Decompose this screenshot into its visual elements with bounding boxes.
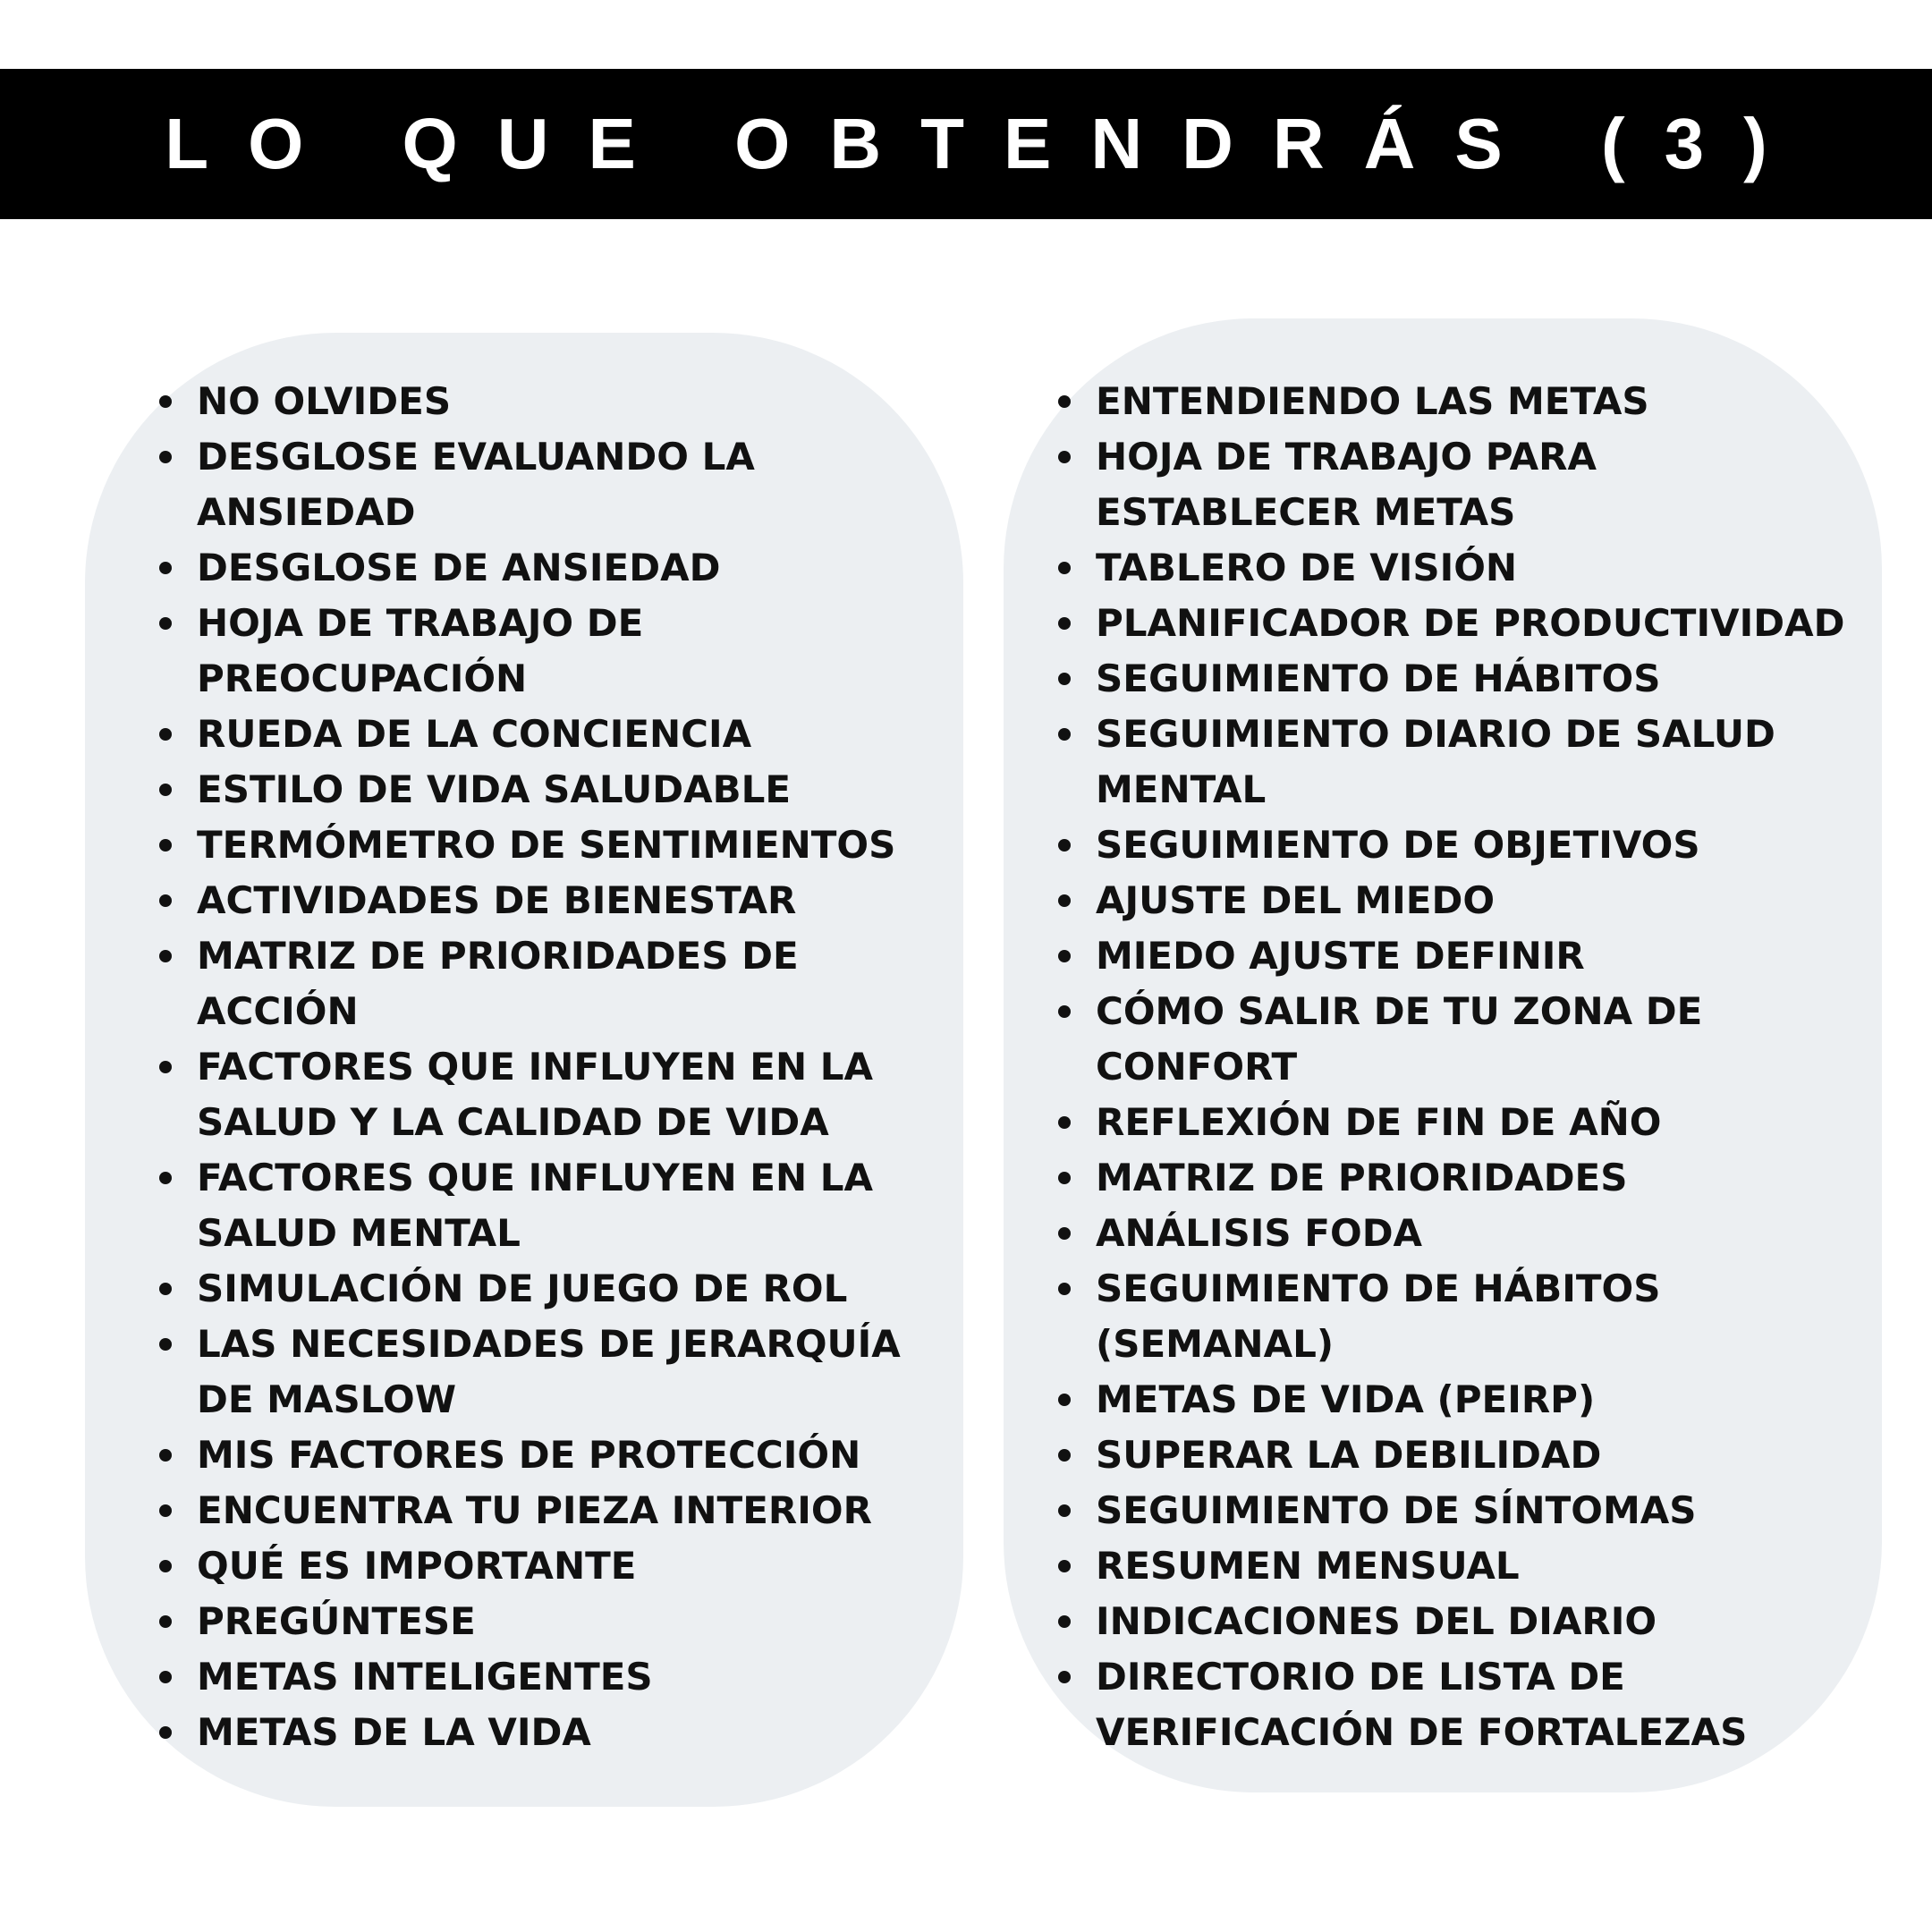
list-item-text: REFLEXIÓN DE FIN DE AÑO (1096, 1100, 1662, 1144)
list-item-text: FACTORES QUE INFLUYEN EN LA SALUD Y LA CALIDAD DE VIDA (197, 1045, 874, 1144)
list-item (154, 1039, 923, 1150)
list-item-text: PLANIFICADOR DE PRODUCTIVIDAD (1096, 601, 1845, 645)
list-item-text: INDICACIONES DEL DIARIO (1096, 1599, 1657, 1643)
list-item (154, 374, 923, 429)
list-item-text: SEGUIMIENTO DE HÁBITOS (SEMANAL) (1096, 1267, 1661, 1366)
list-item (154, 873, 923, 928)
list-item-text: ACTIVIDADES DE BIENESTAR (197, 878, 797, 922)
bullet-icon (159, 1061, 172, 1073)
list-item (154, 596, 923, 707)
bullet-icon (1058, 1116, 1071, 1129)
bullet-icon (159, 950, 172, 962)
list-item (1053, 928, 1858, 984)
bullet-icon (159, 728, 172, 741)
list-item (1053, 1206, 1858, 1261)
list-item-text: SUPERAR LA DEBILIDAD (1096, 1433, 1602, 1477)
list-item (1053, 873, 1858, 928)
list-item (154, 429, 923, 540)
bullet-icon (1058, 673, 1071, 685)
bullet-icon (159, 451, 172, 463)
bullet-icon (1058, 1449, 1071, 1462)
bullet-icon (159, 1283, 172, 1295)
list-item-text: RUEDA DE LA CONCIENCIA (197, 712, 752, 756)
list-item (1053, 707, 1858, 818)
bullet-icon (1058, 1005, 1071, 1018)
list-item-text: ENTENDIENDO LAS METAS (1096, 379, 1649, 423)
bullet-icon (1058, 1615, 1071, 1628)
list-item (1053, 596, 1858, 651)
right-item-list (1053, 374, 1858, 1760)
list-item-text: TABLERO DE VISIÓN (1096, 546, 1518, 589)
bullet-icon (1058, 1560, 1071, 1572)
list-item (1053, 651, 1858, 707)
bullet-icon (1058, 1671, 1071, 1683)
title-banner (0, 69, 1932, 219)
page-title: LO QUE OBTENDRÁS (3) (165, 104, 1807, 183)
list-item (154, 1594, 923, 1649)
bullet-icon (159, 839, 172, 852)
list-item (154, 1705, 923, 1760)
list-item (1053, 1372, 1858, 1428)
bullet-icon (159, 562, 172, 574)
list-item (1053, 818, 1858, 873)
list-item-text: QUÉ ES IMPORTANTE (197, 1544, 637, 1588)
bullet-icon (159, 1615, 172, 1628)
bullet-icon (159, 1726, 172, 1739)
list-item-text: METAS DE VIDA (PEIRP) (1096, 1377, 1596, 1421)
bullet-icon (159, 617, 172, 630)
list-item-text: CÓMO SALIR DE TU ZONA DE CONFORT (1096, 989, 1703, 1089)
bullet-icon (159, 1671, 172, 1683)
bullet-icon (1058, 1504, 1071, 1517)
bullet-icon (1058, 894, 1071, 907)
bullet-icon (1058, 950, 1071, 962)
list-item-text: DESGLOSE EVALUANDO LA ANSIEDAD (197, 435, 755, 534)
list-item (154, 707, 923, 762)
bullet-icon (1058, 839, 1071, 852)
list-item (1053, 1095, 1858, 1150)
left-item-list (154, 374, 923, 1760)
list-item-text: SIMULACIÓN DE JUEGO DE ROL (197, 1267, 848, 1310)
list-item (1053, 1428, 1858, 1483)
list-item (1053, 429, 1858, 540)
bullet-icon (1058, 728, 1071, 741)
list-item (154, 928, 923, 1039)
list-item-text: TERMÓMETRO DE SENTIMIENTOS (197, 823, 896, 867)
list-item (1053, 1594, 1858, 1649)
list-item-text: MIEDO AJUSTE DEFINIR (1096, 934, 1585, 978)
list-item-text: LAS NECESIDADES DE JERARQUÍA DE MASLOW (197, 1322, 901, 1421)
bullet-icon (1058, 617, 1071, 630)
bullet-icon (1058, 395, 1071, 408)
list-item (154, 1428, 923, 1483)
list-item-text: HOJA DE TRABAJO DE PREOCUPACIÓN (197, 601, 644, 700)
list-item-text: SEGUIMIENTO DIARIO DE SALUD MENTAL (1096, 712, 1775, 811)
bullet-icon (159, 1172, 172, 1184)
list-item-text: SEGUIMIENTO DE OBJETIVOS (1096, 823, 1700, 867)
bullet-icon (1058, 1394, 1071, 1406)
bullet-icon (1058, 1172, 1071, 1184)
list-item (154, 818, 923, 873)
list-item (154, 762, 923, 818)
list-item-text: PREGÚNTESE (197, 1599, 476, 1643)
list-item (154, 540, 923, 596)
list-item (154, 1150, 923, 1261)
list-item-text: METAS INTELIGENTES (197, 1655, 653, 1699)
bullet-icon (159, 894, 172, 907)
list-item (154, 1483, 923, 1538)
list-item-text: ANÁLISIS FODA (1096, 1211, 1423, 1255)
list-item (1053, 1483, 1858, 1538)
bullet-icon (159, 1449, 172, 1462)
list-item-text: SEGUIMIENTO DE HÁBITOS (1096, 657, 1661, 700)
list-item-text: FACTORES QUE INFLUYEN EN LA SALUD MENTAL (197, 1156, 874, 1255)
bullet-icon (159, 1504, 172, 1517)
list-item-text: SEGUIMIENTO DE SÍNTOMAS (1096, 1488, 1697, 1532)
list-item-text: METAS DE LA VIDA (197, 1710, 591, 1754)
list-item-text: AJUSTE DEL MIEDO (1096, 878, 1496, 922)
list-item-text: ESTILO DE VIDA SALUDABLE (197, 767, 792, 811)
bullet-icon (159, 395, 172, 408)
list-item-text: MIS FACTORES DE PROTECCIÓN (197, 1433, 861, 1477)
list-item-text: MATRIZ DE PRIORIDADES (1096, 1156, 1628, 1199)
list-item (1053, 1261, 1858, 1372)
list-item (154, 1317, 923, 1428)
bullet-icon (1058, 562, 1071, 574)
list-item-text: MATRIZ DE PRIORIDADES DE ACCIÓN (197, 934, 799, 1033)
list-item-text: HOJA DE TRABAJO PARA ESTABLECER METAS (1096, 435, 1597, 534)
list-item-text: NO OLVIDES (197, 379, 452, 423)
list-item-text: DIRECTORIO DE LISTA DE VERIFICACIÓN DE FORTALEZAS (1096, 1655, 1748, 1754)
list-item (1053, 984, 1858, 1095)
bullet-icon (1058, 1283, 1071, 1295)
list-item-text: DESGLOSE DE ANSIEDAD (197, 546, 721, 589)
list-item (1053, 1150, 1858, 1206)
list-item (1053, 540, 1858, 596)
bullet-icon (1058, 1227, 1071, 1240)
list-item (1053, 374, 1858, 429)
list-item (154, 1261, 923, 1317)
bullet-icon (159, 1338, 172, 1351)
list-item-text: RESUMEN MENSUAL (1096, 1544, 1520, 1588)
list-item (1053, 1538, 1858, 1594)
list-item (154, 1538, 923, 1594)
list-item-text: ENCUENTRA TU PIEZA INTERIOR (197, 1488, 872, 1532)
list-item (154, 1649, 923, 1705)
bullet-icon (159, 784, 172, 796)
bullet-icon (159, 1560, 172, 1572)
bullet-icon (1058, 451, 1071, 463)
list-item (1053, 1649, 1858, 1760)
